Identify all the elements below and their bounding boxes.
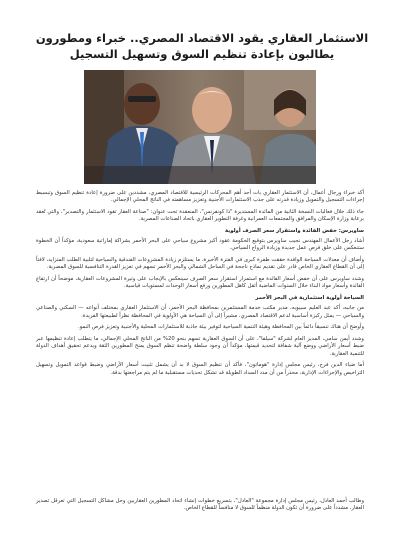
paragraph: وأضاف أن معدلات السياحة الوافدة حققت طفرة كبرى في الفترة الأخيرة، ما يستلزم زيادة المشروعات الفندقية والسياحية لتلبية الطلب المتزايد، لافتاً إلى أن القطاع العقاري الخاص قادر على تقديم نماذج ناجحة في الساحل الشمالي والبحر الأحمر تسهم في تعزيز القدرة التنافسية للسوق المصرية. [36,257,364,271]
paragraph: أشاد رجل الأعمال المهندس نجيب ساويرس بتوقيع الحكومة عقود أكبر مشروع سياحي على البحر الأحمر بشراكة إماراتية سعودية، مؤكداً أن الخطوة ستنعكس على خلق فرص عمل جديدة وزيادة الرواج السياحي. [36,238,364,252]
footer-paragraph: وطالب أحمد العادل، رئيس مجلس إدارة مجموعة "العادل"، بتسريع خطوات إنشاء اتحاد المطورين العقاريين وحل مشاكل التسجيل التي تعرقل تصدير العقار، مشدداً على ضرورة أن تكون الدولة منظماً للسوق لا منافساً للقطاع الخاص. [36,498,364,512]
paragraph: أما ضياء الدين فرج، رئيس مجلس إدارة "هوماتون"، فأكد أن تنظيم السوق لا بد أن يشمل تثبيت أسعار الأراضي وضبط قواعد التمويل وتسهيل التراخيص والإجراءات الإدارية، محذراً من أن مدد السداد الطويلة قد تشكل تحديات مستقبلية ما لم يتم مراجعتها بدقة. [36,362,364,376]
article-footer [36,498,364,512]
paragraph: من جانبه، أكد عبد العليم سيبويه، مدير مكتب خدمة المستثمرين بمحافظة البحر الأحمر، أن الاستثمار العقاري بمختلف أنواعه — السكني والصناعي والسياحي — يمثل ركيزة أساسية لدعم الاقتصاد المصري، مشيراً إلى أن السياحة هي الأولوية في المحافظة نظراً لطبيعتها الفريدة. [36,305,364,319]
paragraph: جاء ذلك خلال فعاليات النسخة الثانية من المائدة المستديرة "ذا كونفرنس"، المنعقدة تحت عنوان: "صناعة العقار تقود الاستثمار والتصدير"، والتي تُعقد برعاية وزارة الإسكان والمرافق والمجتمعات العمرانية وغرفة التطوير العقاري باتحاد الصناعات المصرية. [36,209,364,223]
subheading: ساويرس: خفض الفائدة واستقرار سعر الصرف أولوية [225,228,364,234]
article-headline: الاستثمار العقاري يقود الاقتصاد المصري.. خبراء ومطورون يطالبون بإعادة تنظيم السوق وتسهيل التسجيل [35,31,369,61]
subheading: السياحة أولوية استثمارية في البحر الأحمر [255,295,364,302]
paragraph: وشدد أيمن سامي، المدير العام لشركة "سيلفا"، على أن السوق العقارية تسهم بنحو 20% من الناتج المحلي الإجمالي، ما يتطلب إعادة تنظيمها عبر ضبط أسعار الأراضي ووضع آلية شفافة لتحديد قيمتها، مؤكداً أن وجود سلطة واضحة تنظم السوق يمنح المطورين الثقة ويدعم تحقيق أهداف الدولة للتنمية العقارية. [36,336,364,357]
article-body [36,190,364,381]
paragraph: وشدد ساويرس على أن خفض أسعار الفائدة مع استمرار استقرار سعر الصرف سينعكس بالإيجاب على وتيرة المشروعات العقارية، موضحاً أن ارتفاع الفائدة وأسعار مواد البناء خلال السنوات الماضية أثقل كاهل المطورين ورفع أسعار الوحدات لمستويات قياسية. [36,276,364,290]
article-photo [84,70,316,184]
conference-photo-illustration [84,70,316,184]
paragraph: وأوضح أن هناك تنسيقاً دائماً بين المحافظة وهيئة التنمية السياحية لتوفير بيئة جاذبة للاستثمارات المحلية والأجنبية وتعزيز فرص النمو. [78,324,364,331]
paragraph: أكد خبراء ورجال أعمال، أن الاستثمار العقاري بات أحد أهم المحركات الرئيسية للاقتصاد المصري، مشددين على ضرورة إعادة تنظيم السوق وتبسيط إجراءات التسجيل والتمويل وزيادة قدرته على جذب الاستثمارات الأجنبية وتعزيز مساهمته في الناتج المحلي الإجمالي. [36,190,364,204]
